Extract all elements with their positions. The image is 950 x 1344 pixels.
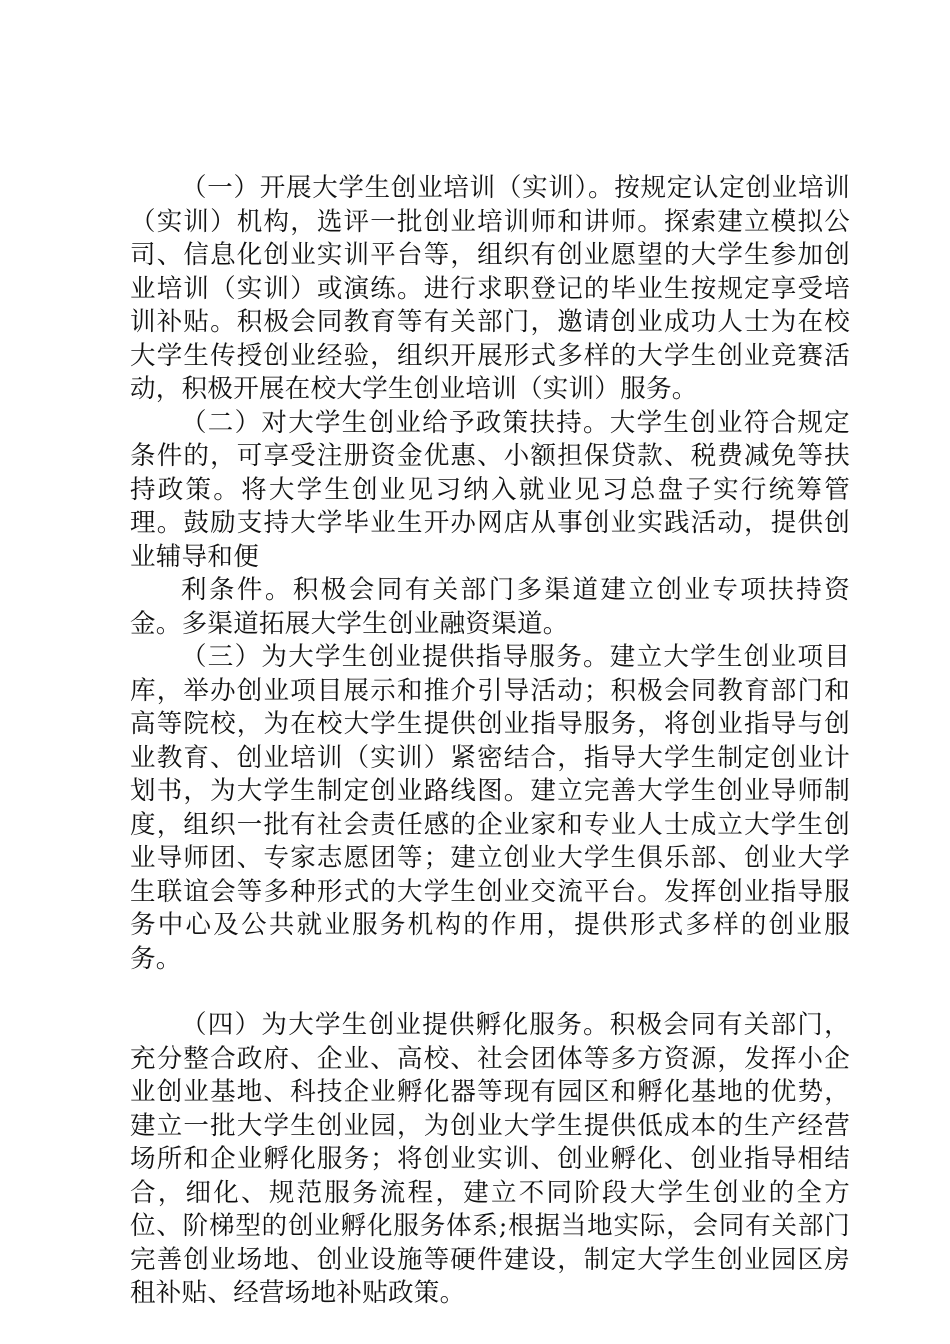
paragraph-incubation-service: （四）为大学生创业提供孵化服务。积极会同有关部门，充分整合政府、企业、高校、社会团体等多方资源，发挥小企业创业基地、科技企业孵化器等现有园区和孵化基地的优势，建立一批大学生创业园，为创业大学生提供低成本的生产经营场所和企业孵化服务；将创业实训、创业孵化、创业指导相结合，细化、规范服务流程，建立不同阶段大学生创业的全方位、阶梯型的创业孵化服务体系;根据当地实际，会同有关部门完善创业场地、创业设施等硬件建设，制定大学生创业园区房租补贴、经营场地补贴政策。 <box>130 1010 850 1308</box>
paragraph-policy-support: （二）对大学生创业给予政策扶持。大学生创业符合规定条件的，可享受注册资金优惠、小额担保贷款、税费减免等扶持政策。将大学生创业见习纳入就业见习总盘子实行统筹管理。鼓励支持大学毕业生开办网店从事创业实践活动，提供创业辅导和便 <box>130 407 850 572</box>
paragraph-policy-support-continued: 利条件。积极会同有关部门多渠道建立创业专项扶持资金。多渠道拓展大学生创业融资渠道。 <box>130 575 850 639</box>
paragraph-guidance-service: （三）为大学生创业提供指导服务。建立大学生创业项目库，举办创业项目展示和推介引导活动；积极会同教育部门和高等院校，为在校大学生提供创业指导服务，将创业指导与创业教育、创业培训（实训）紧密结合，指导大学生制定创业计划书，为大学生制定创业路线图。建立完善大学生创业导师制度，组织一批有社会责任感的企业家和专业人士成立大学生创业导师团、专家志愿团等；建立创业大学生俱乐部、创业大学生联谊会等多种形式的大学生创业交流平台。发挥创业指导服务中心及公共就业服务机构的作用，提供形式多样的创业服务。 <box>130 642 850 974</box>
document-body <box>130 172 850 1311</box>
paragraph-training: （一）开展大学生创业培训（实训）。按规定认定创业培训（实训）机构，选评一批创业培训师和讲师。探索建立模拟公司、信息化创业实训平台等，组织有创业愿望的大学生参加创业培训（实训）或演练。进行求职登记的毕业生按规定享受培训补贴。积极会同教育等有关部门，邀请创业成功人士为在校大学生传授创业经验，组织开展形式多样的大学生创业竞赛活动，积极开展在校大学生创业培训（实训）服务。 <box>130 173 850 404</box>
